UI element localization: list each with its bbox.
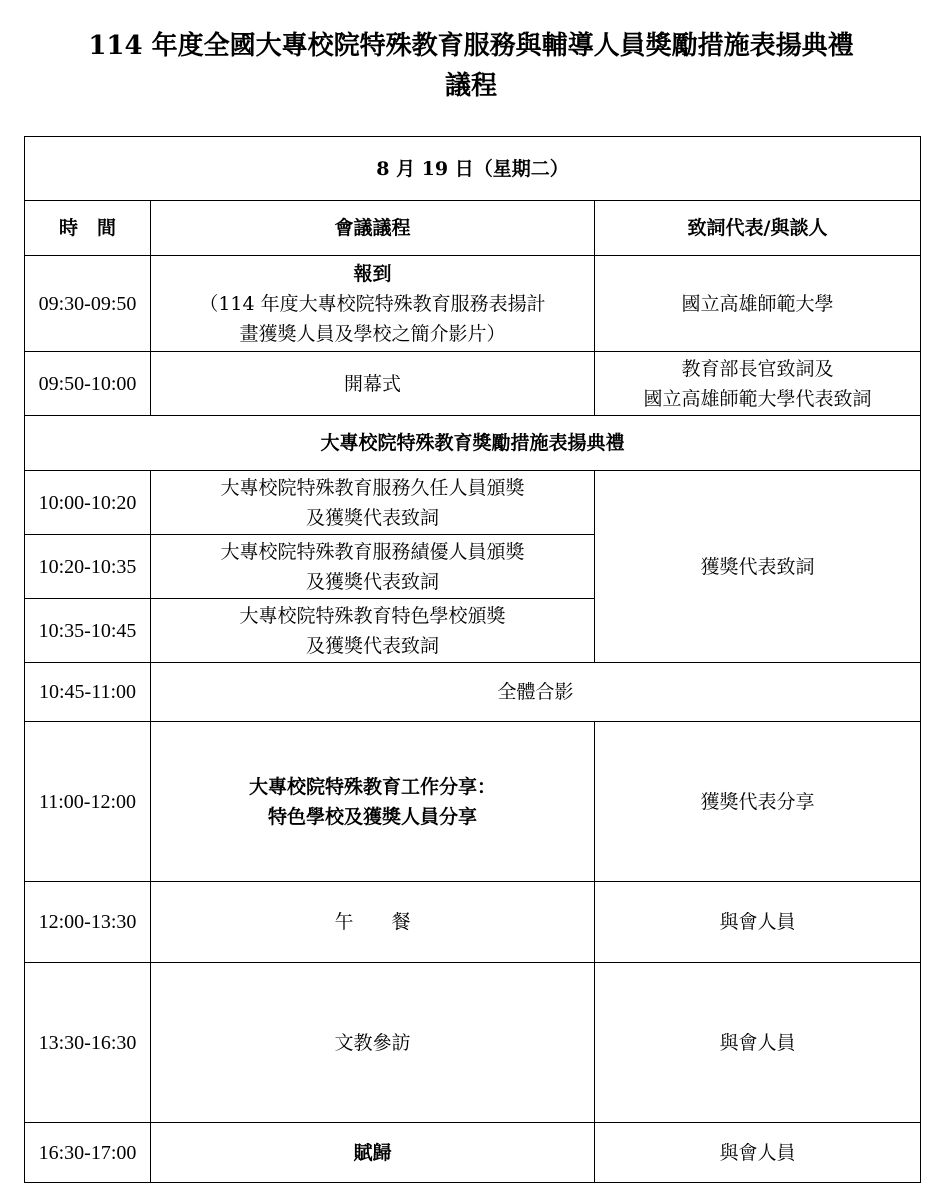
time-cell: 13:30-16:30 — [25, 963, 151, 1123]
agenda-cell — [151, 471, 595, 535]
time-cell: 10:45-11:00 — [25, 663, 151, 722]
agenda-line: （114 年度大專校院特殊教育服務表揚計 — [199, 292, 546, 315]
agenda-line: 及獲獎代表致詞 — [305, 634, 439, 657]
speaker-line: 教育部長官致詞及 — [681, 357, 834, 380]
agenda-line: 及獲獎代表致詞 — [305, 570, 439, 593]
agenda-line: 及獲獎代表致詞 — [305, 506, 439, 529]
time-cell: 10:20-10:35 — [25, 535, 151, 599]
table-row — [25, 882, 921, 963]
table-row — [25, 963, 921, 1123]
time-cell: 12:00-13:30 — [25, 882, 151, 963]
agenda-line: 特色學校及獲獎人員分享 — [267, 805, 477, 828]
section-row — [25, 416, 921, 471]
table-row — [25, 256, 921, 352]
speaker-cell: 與會人員 — [595, 882, 921, 963]
time-cell: 16:30-17:00 — [25, 1123, 151, 1183]
agenda-cell — [151, 599, 595, 663]
speaker-cell: 國立高雄師範大學 — [595, 256, 921, 352]
time-cell: 10:35-10:45 — [25, 599, 151, 663]
time-cell: 09:30-09:50 — [25, 256, 151, 352]
time-cell: 11:00-12:00 — [25, 722, 151, 882]
speaker-cell: 與會人員 — [595, 1123, 921, 1183]
agenda-line: 大專校院特殊教育工作分享： — [248, 775, 496, 798]
speaker-cell — [595, 352, 921, 416]
date-header: 8 月 19 日（星期二） — [25, 137, 921, 201]
speaker-cell: 與會人員 — [595, 963, 921, 1123]
agenda-cell: 賦歸 — [151, 1123, 595, 1183]
agenda-cell: 開幕式 — [151, 352, 595, 416]
agenda-cell: 午 餐 — [151, 882, 595, 963]
agenda-cell — [151, 535, 595, 599]
header-speaker: 致詞代表/與談人 — [595, 201, 921, 256]
table-row — [25, 352, 921, 416]
time-cell: 10:00-10:20 — [25, 471, 151, 535]
header-time: 時 間 — [25, 201, 151, 256]
date-header-row — [25, 137, 921, 201]
document-title — [0, 26, 942, 106]
speaker-cell: 獲獎代表分享 — [595, 722, 921, 882]
title-line-1: 114 年度全國大專校院特殊教育服務與輔導人員獎勵措施表揚典禮 — [88, 31, 854, 61]
agenda-cell — [151, 722, 595, 882]
agenda-line: 大專校院特殊教育特色學校頒獎 — [239, 604, 506, 627]
table-row — [25, 663, 921, 722]
agenda-line: 畫獲獎人員及學校之簡介影片） — [239, 322, 506, 345]
agenda-title: 報到 — [353, 262, 392, 285]
table-row — [25, 722, 921, 882]
agenda-cell: 文教參訪 — [151, 963, 595, 1123]
section-title: 大專校院特殊教育獎勵措施表揚典禮 — [25, 416, 921, 471]
header-agenda: 會議議程 — [151, 201, 595, 256]
title-line-2: 議程 — [444, 71, 497, 101]
agenda-cell — [151, 256, 595, 352]
table-row — [25, 471, 921, 535]
agenda-cell: 全體合影 — [151, 663, 921, 722]
agenda-table — [24, 136, 921, 1183]
agenda-line: 大專校院特殊教育服務久任人員頒獎 — [220, 476, 525, 499]
time-cell: 09:50-10:00 — [25, 352, 151, 416]
agenda-line: 大專校院特殊教育服務績優人員頒獎 — [220, 540, 525, 563]
table-row — [25, 1123, 921, 1183]
speaker-line: 國立高雄師範大學代表致詞 — [643, 387, 872, 410]
column-header-row — [25, 201, 921, 256]
award-speaker-cell: 獲獎代表致詞 — [595, 471, 921, 663]
